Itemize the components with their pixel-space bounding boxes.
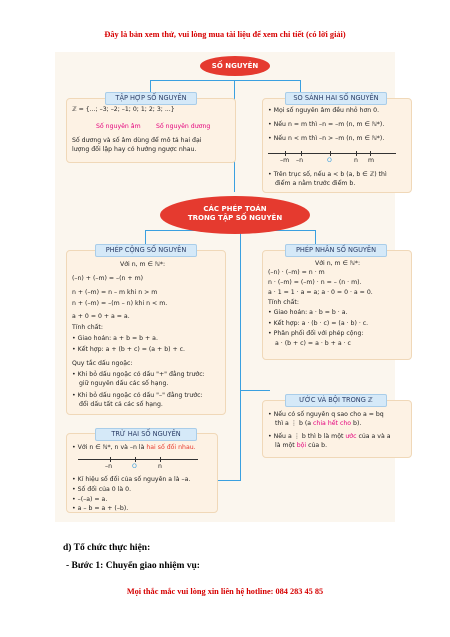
subtraction-bullet-2-text: Kí hiệu số đối của số nguyên a là –a. xyxy=(77,476,191,483)
addition-rule-3: n + (–m) = –(m – n) khi n < m. xyxy=(72,300,168,307)
center-title: SỐ NGUYÊN xyxy=(211,62,259,70)
section-heading: d) Tổ chức thực hiện: xyxy=(63,543,151,553)
integer-set-description-line1: Số dương và số âm dùng để mô tả hai đại xyxy=(72,137,202,144)
connector xyxy=(145,230,146,244)
axis-label-minus-n: –n xyxy=(105,463,113,470)
addition-rule-4: a + 0 = 0 + a = a. xyxy=(72,313,130,320)
axis-label-m: m xyxy=(368,157,375,164)
bracket-rule-label: Quy tắc dấu ngoặc: xyxy=(72,360,133,367)
connector xyxy=(150,80,300,81)
subtraction-bullet-5-text: a – b = a + (–b). xyxy=(77,505,129,512)
divisibility-text-end: b). xyxy=(351,420,362,427)
footer-notice: Mọi thắc mắc vui lòng xin liên hệ hotline: 084 283 45 85 xyxy=(126,587,324,596)
opposite-numbers-term: hai số đối nhau. xyxy=(146,444,196,451)
divisibility-bullet-1-text: Nếu có số nguyên q sao cho a = bq xyxy=(273,411,384,418)
addition-properties-label: Tính chất: xyxy=(72,324,103,331)
connector xyxy=(240,230,241,390)
connector xyxy=(240,390,241,480)
compare-bullet-2-text: Nếu n = m thì –n = –m (n, m ∈ ℕ*). xyxy=(273,121,385,128)
multiplication-condition: Với n, m ∈ ℕ*: xyxy=(315,260,361,267)
axis-label-zero: O xyxy=(327,157,332,164)
bracket-rule-1-text: Khi bỏ dấu ngoặc có dấu "+" đằng trước: xyxy=(77,371,205,378)
connector xyxy=(218,480,241,481)
compare-bullet-4-line1: • Trên trục số, nếu a < b (a, b ∈ ℤ) thì xyxy=(268,171,387,178)
multiplication-property-1-text: Giao hoán: a · b = b · a. xyxy=(273,309,348,316)
compare-bullet-1: • Mọi số nguyên âm đều nhỏ hơn 0. xyxy=(268,107,380,114)
multiplication-rule-3: a · 1 = 1 · a = a; a · 0 = 0 · a = 0. xyxy=(268,289,373,296)
subtraction-bullet-5: • a – b = a + (–b). xyxy=(72,505,129,512)
addition-rule-2: n + (–m) = n – m khi n > m xyxy=(72,289,158,296)
divisibility-bullet-2-text: Nếu a ⋮ b thì b là một xyxy=(273,433,346,440)
divisibility-text: thì a ⋮ b (a xyxy=(275,420,314,427)
compare-bullet-3: • Nếu n < m thì –n > –m (n, m ∈ ℕ*). xyxy=(268,135,385,142)
compare-bullet-4-text: Trên trục số, nếu a < b (a, b ∈ ℤ) thì xyxy=(273,171,387,178)
bracket-rule-1-line2: giữ nguyên dấu các số hạng. xyxy=(79,380,169,387)
bracket-rule-1-line1: • Khi bỏ dấu ngoặc có dấu "+" đằng trước: xyxy=(72,371,205,378)
divisibility-bullet-1-line1: • Nếu có số nguyên q sao cho a = bq xyxy=(268,411,384,418)
addition-property-2-text: Kết hợp: a + (b + c) = (a + b) + c. xyxy=(77,346,186,353)
compare-integers-title: SO SÁNH HAI SỐ NGUYÊN xyxy=(285,92,387,105)
multiplication-property-2: • Kết hợp: a · (b · c) = (a · b) · c. xyxy=(268,320,369,327)
multiplication-property-3-line1: • Phân phối đối với phép cộng: xyxy=(268,330,364,337)
divisibility-bullet-2-line1: • Nếu a ⋮ b thì b là một ước của a và a xyxy=(268,433,391,440)
bracket-rule-2-line2: đổi dấu tất cả các số hạng. xyxy=(79,401,163,408)
integer-addition-title: PHÉP CỘNG SỐ NGUYÊN xyxy=(95,244,197,257)
subtraction-bullet-1: • Với n ∈ ℕ*, n và –n là hai số đối nhau. xyxy=(72,444,196,451)
number-line-axis xyxy=(268,153,396,154)
divisors-multiples-title: ƯỚC VÀ BỘI TRONG ℤ xyxy=(285,394,387,407)
divisibility-bullet-2-start: là một xyxy=(275,442,297,449)
negative-integers-label: Số nguyên âm xyxy=(96,123,141,130)
integer-subtraction-title: TRỪ HAI SỐ NGUYÊN xyxy=(95,428,197,441)
compare-bullet-3-text: Nếu n < m thì –n > –m (n, m ∈ ℕ*). xyxy=(273,135,385,142)
divisibility-bullet-2-end: của b. xyxy=(306,442,328,449)
axis-label-n: n xyxy=(354,157,358,164)
multiplication-rule-1: (–n) · (–m) = n · m xyxy=(268,269,325,276)
compare-bullet-1-text: Mọi số nguyên âm đều nhỏ hơn 0. xyxy=(273,107,380,114)
divisibility-bullet-2-mid: của a và a xyxy=(356,433,391,440)
header-notice: Đây là bản xem thử, vui lòng mua tài liệu để xem chi tiết (có lời giải) xyxy=(104,30,346,39)
compare-bullet-4-line2: điểm a nằm trước điểm b. xyxy=(275,180,356,187)
multiplication-property-3-line2: a · (b + c) = a · b + a · c xyxy=(275,340,351,347)
operations-topic xyxy=(160,196,310,234)
addition-property-2: • Kết hợp: a + (b + c) = (a + b) + c. xyxy=(72,346,186,353)
connector xyxy=(315,230,316,244)
integer-set-description-line2: lượng đối lập hay có hướng ngược nhau. xyxy=(72,146,197,153)
axis-label-zero: O xyxy=(132,463,137,470)
divisor-term: ước xyxy=(345,433,357,440)
addition-condition: Với n, m ∈ ℕ*: xyxy=(120,261,166,268)
multiplication-properties-label: Tính chất: xyxy=(268,299,299,306)
axis-label-n: n xyxy=(158,463,162,470)
multiplication-rule-2: n · (–m) = (–m) · n = – (n · m). xyxy=(268,279,362,286)
connector xyxy=(240,390,270,391)
compare-bullet-2: • Nếu n = m thì –n = –m (n, m ∈ ℕ*). xyxy=(268,121,385,128)
bracket-rule-2-line1: • Khi bỏ dấu ngoặc có dấu "–" đằng trước: xyxy=(72,392,203,399)
multiplication-property-1: • Giao hoán: a · b = b · a. xyxy=(268,309,348,316)
number-line-axis xyxy=(78,459,198,460)
axis-label-minus-n: –n xyxy=(296,157,304,164)
operations-title-line2: TRONG TẬP SỐ NGUYÊN xyxy=(187,214,283,222)
operations-title-line1: CÁC PHÉP TOÁN xyxy=(203,205,267,213)
integer-multiplication-title: PHÉP NHÂN SỐ NGUYÊN xyxy=(285,244,387,257)
subtraction-bullet-2: • Kí hiệu số đối của số nguyên a là –a. xyxy=(72,476,191,483)
step-heading: - Bước 1: Chuyển giao nhiệm vụ: xyxy=(66,561,200,571)
subtraction-bullet-4: • –(–a) = a. xyxy=(72,496,108,503)
axis-label-minus-m: –m xyxy=(280,157,290,164)
integer-set-title: TẬP HỢP SỐ NGUYÊN xyxy=(105,92,197,105)
subtraction-bullet-1-text: Với n ∈ ℕ*, n và –n là xyxy=(77,444,147,451)
addition-property-1-text: Giao hoán: a + b = b + a. xyxy=(77,335,158,342)
subtraction-bullet-3: • Số đối của 0 là 0. xyxy=(72,486,132,493)
integer-set-definition: ℤ = {...; –3; –2; –1; 0; 1; 2; 3; ...} xyxy=(72,106,175,113)
addition-rule-1: (–n) + (–m) = –(n + m) xyxy=(72,275,144,282)
multiple-term: bội xyxy=(296,442,307,449)
positive-integers-label: Số nguyên dương xyxy=(156,123,211,130)
multiplication-property-2-text: Kết hợp: a · (b · c) = (a · b) · c. xyxy=(273,320,369,327)
multiplication-property-3-text: Phân phối đối với phép cộng: xyxy=(273,330,364,337)
center-topic xyxy=(200,56,270,76)
divisibility-bullet-2-line2 xyxy=(275,441,327,450)
bracket-rule-2-text: Khi bỏ dấu ngoặc có dấu "–" đằng trước: xyxy=(77,392,203,399)
addition-property-1: • Giao hoán: a + b = b + a. xyxy=(72,335,158,342)
divisibility-bullet-1-line2 xyxy=(275,419,361,428)
subtraction-bullet-4-text: –(–a) = a. xyxy=(77,496,108,503)
divisible-by-term: chia hết cho xyxy=(313,420,352,427)
subtraction-bullet-3-text: Số đối của 0 là 0. xyxy=(77,486,132,493)
